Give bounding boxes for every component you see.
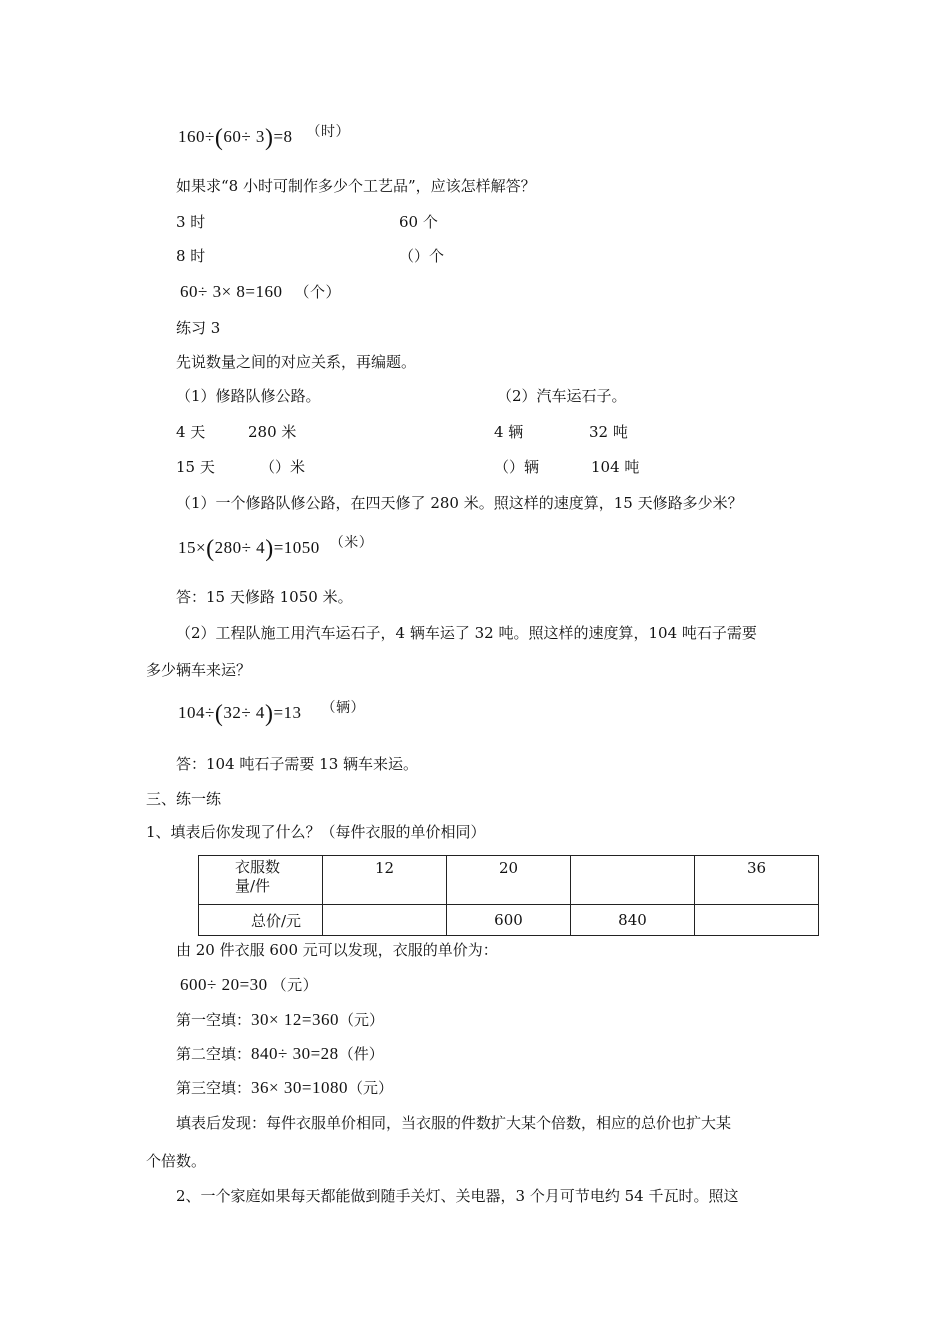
price-table (198, 855, 819, 936)
table-header-cell: 总价/元 (199, 905, 323, 936)
practice-title: 练习 3 (176, 319, 221, 337)
equation-2: 60÷ 3× 8=160 （个） (180, 282, 342, 301)
equation-4: 104÷(32÷ 4)=13 $^{(辆)}$ (178, 701, 366, 727)
correspondence-right: 60 个 (399, 213, 438, 231)
problem-1-title: （1）修路队修公路。 (176, 387, 321, 405)
table-header-cell: 衣服数 量/件 (199, 856, 323, 905)
table-cell: 600 (447, 905, 571, 936)
equation-3: 15×(280÷ 4)=1050 $^{(米)}$ (178, 536, 374, 562)
table-cell (571, 856, 695, 905)
fill-2: 第二空填：840÷ 30=28（件） (176, 1044, 384, 1063)
p1-days: 4 天 (176, 423, 206, 441)
correspondence-left: 3 时 (176, 213, 206, 231)
table-row (199, 905, 819, 936)
conclusion-cont: 个倍数。 (146, 1152, 207, 1170)
instruction: 先说数量之间的对应关系，再编题。 (176, 353, 417, 371)
table-cell: 20 (447, 856, 571, 905)
problem-1-text: （1）一个修路队修公路，在四天修了 280 米。照这样的速度算，15 天修路多少米？ (176, 494, 743, 512)
answer-1: 答：15 天修路 1050 米。 (176, 588, 353, 606)
table-cell: 36 (695, 856, 819, 905)
exercise-2-question: 2、一个家庭如果每天都能做到随手关灯、关电器，3 个月可节电约 54 千瓦时。照这 (176, 1187, 739, 1205)
equation-5: 600÷ 20=30 （元） (180, 975, 319, 994)
p1-meters: 280 米 (248, 423, 297, 441)
finding-intro: 由 20 件衣服 600 元可以发现，衣服的单价为： (176, 941, 498, 959)
section-heading: 三、练一练 (146, 790, 222, 808)
correspondence-right: （）个 (399, 247, 445, 265)
table-cell: 840 (571, 905, 695, 936)
question-8-hours: 如果求“8 小时可制作多少个工艺品”，应该怎样解答？ (176, 177, 536, 195)
problem-2-text: （2）工程队施工用汽车运石子，4 辆车运了 32 吨。照这样的速度算，104 吨石子需要 (176, 624, 757, 642)
conclusion: 填表后发现：每件衣服单价相同，当衣服的件数扩大某个倍数，相应的总价也扩大某 (176, 1114, 732, 1132)
table-cell: 12 (323, 856, 447, 905)
p1-days: 15 天 (176, 458, 215, 476)
table-row (199, 856, 819, 905)
table-cell (695, 905, 819, 936)
equation-1: 160÷(60÷ 3)=8 $^{(时)}$ (178, 125, 351, 151)
p2-vehicles: 4 辆 (494, 423, 524, 441)
table-cell (323, 905, 447, 936)
fill-1: 第一空填：30× 12=360（元） (176, 1010, 384, 1029)
problem-2-title: （2）汽车运石子。 (497, 387, 627, 405)
problem-2-text-cont: 多少辆车来运？ (146, 661, 252, 679)
exercise-1-question: 1、填表后你发现了什么？（每件衣服的单价相同） (146, 823, 486, 841)
p2-tons: 32 吨 (589, 423, 628, 441)
correspondence-left: 8 时 (176, 247, 206, 265)
p1-meters: （）米 (260, 458, 306, 476)
p2-tons: 104 吨 (591, 458, 640, 476)
answer-2: 答：104 吨石子需要 13 辆车来运。 (176, 755, 419, 773)
fill-3: 第三空填：36× 30=1080（元） (176, 1078, 393, 1097)
p2-vehicles: （）辆 (494, 458, 540, 476)
